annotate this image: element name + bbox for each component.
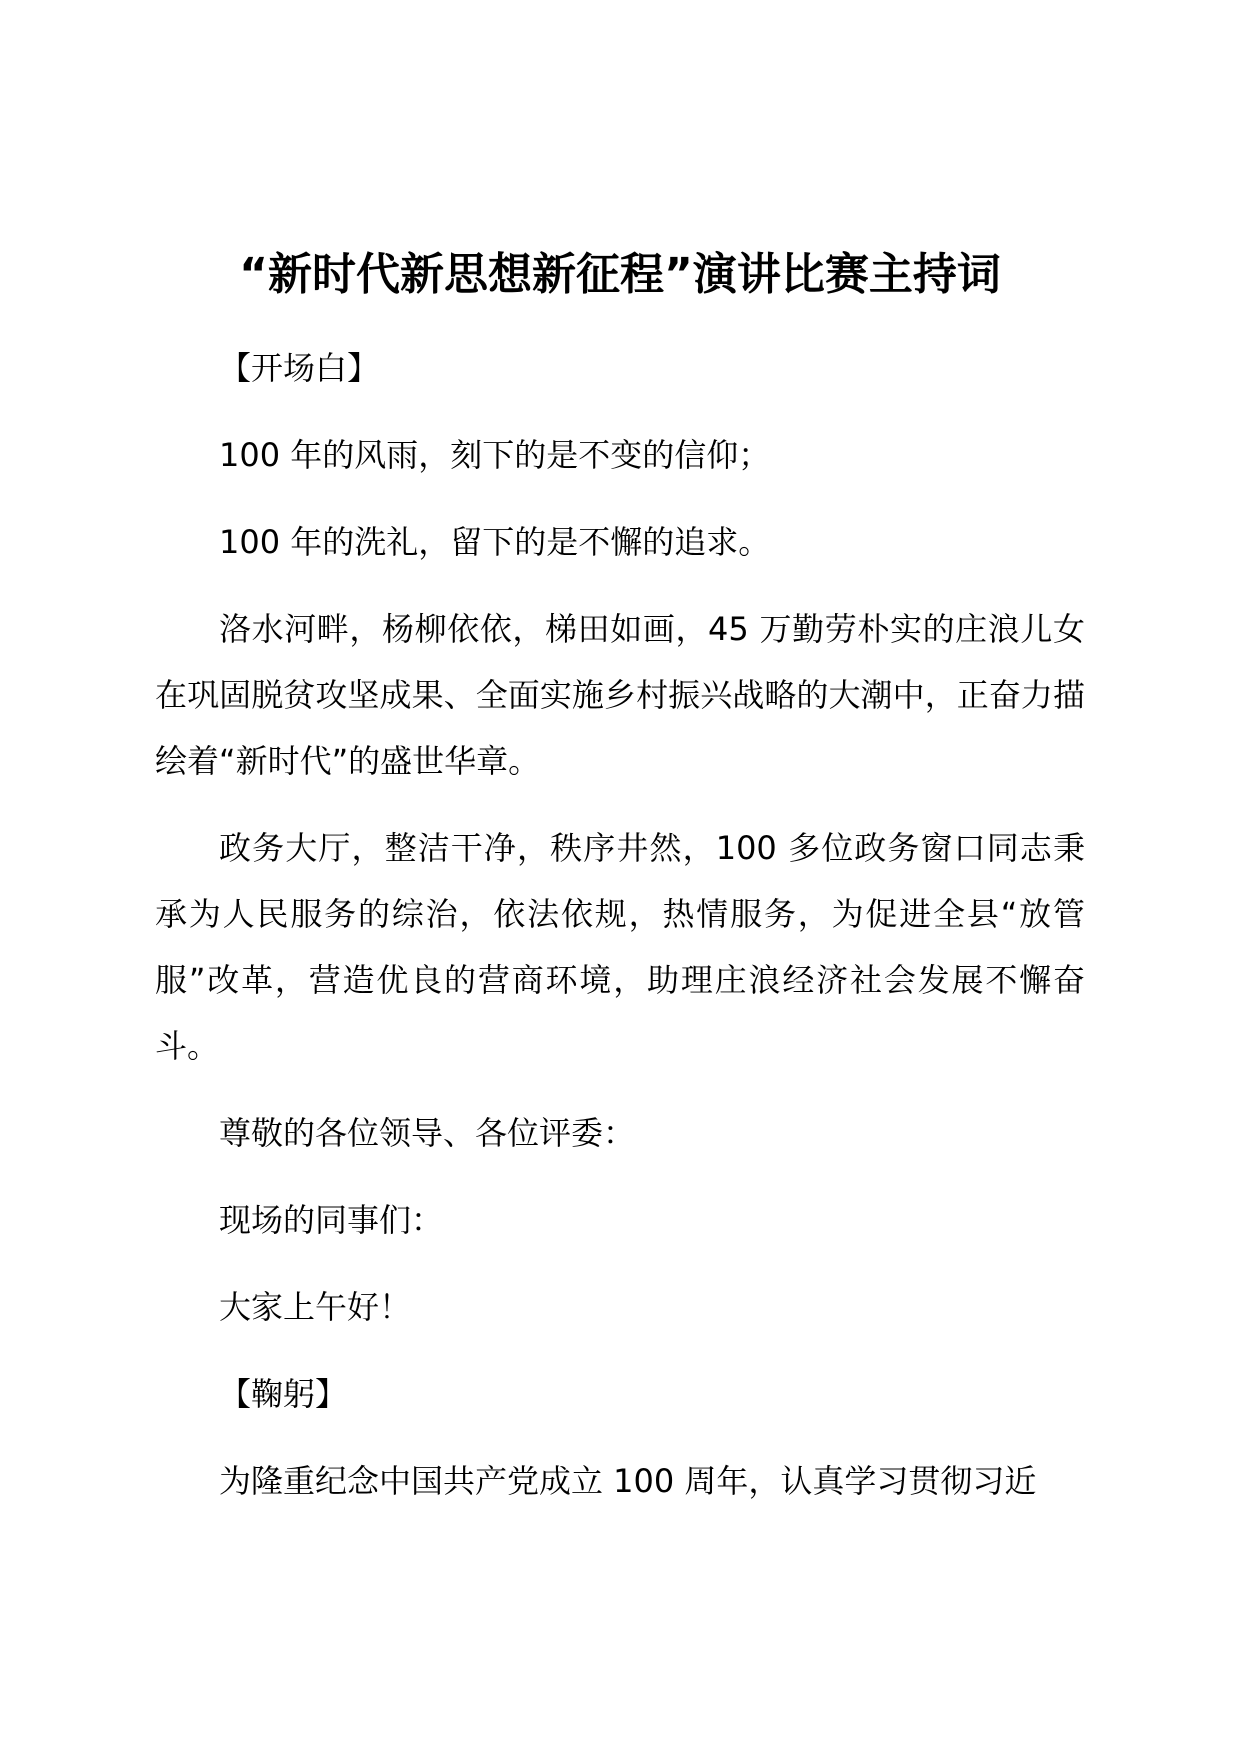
section-heading-bow: 【鞠躬】	[219, 1375, 348, 1413]
paragraph: 洛水河畔，杨柳依依，梯田如画，45 万勤劳朴实的庄浪儿女在巩固脱贫攻坚成果、全面实施乡村振兴战略的大潮中，正奋力描绘着“新时代”的盛世华章。	[155, 610, 1085, 780]
document-title: “新时代新思想新征程”演讲比赛主持词	[239, 249, 1001, 300]
paragraph: 现场的同事们：	[219, 1201, 444, 1239]
paragraph: 100 年的洗礼，留下的是不懈的追求。	[219, 523, 771, 561]
document-body	[155, 335, 1085, 1535]
paragraph: 大家上午好！	[219, 1288, 412, 1326]
paragraph: 为隆重纪念中国共产党成立 100 周年，认真学习贯彻习近	[219, 1462, 1037, 1500]
paragraph: 尊敬的各位领导、各位评委：	[219, 1114, 636, 1152]
section-heading-opening: 【开场白】	[219, 349, 380, 387]
paragraph: 政务大厅，整洁干净，秩序井然，100 多位政务窗口同志秉承为人民服务的综治，依法依规，热情服务，为促进全县“放管服”改革，营造优良的营商环境，助理庄浪经济社会发展不懈奋斗。	[155, 829, 1085, 1065]
paragraph: 100 年的风雨，刻下的是不变的信仰；	[219, 436, 771, 474]
